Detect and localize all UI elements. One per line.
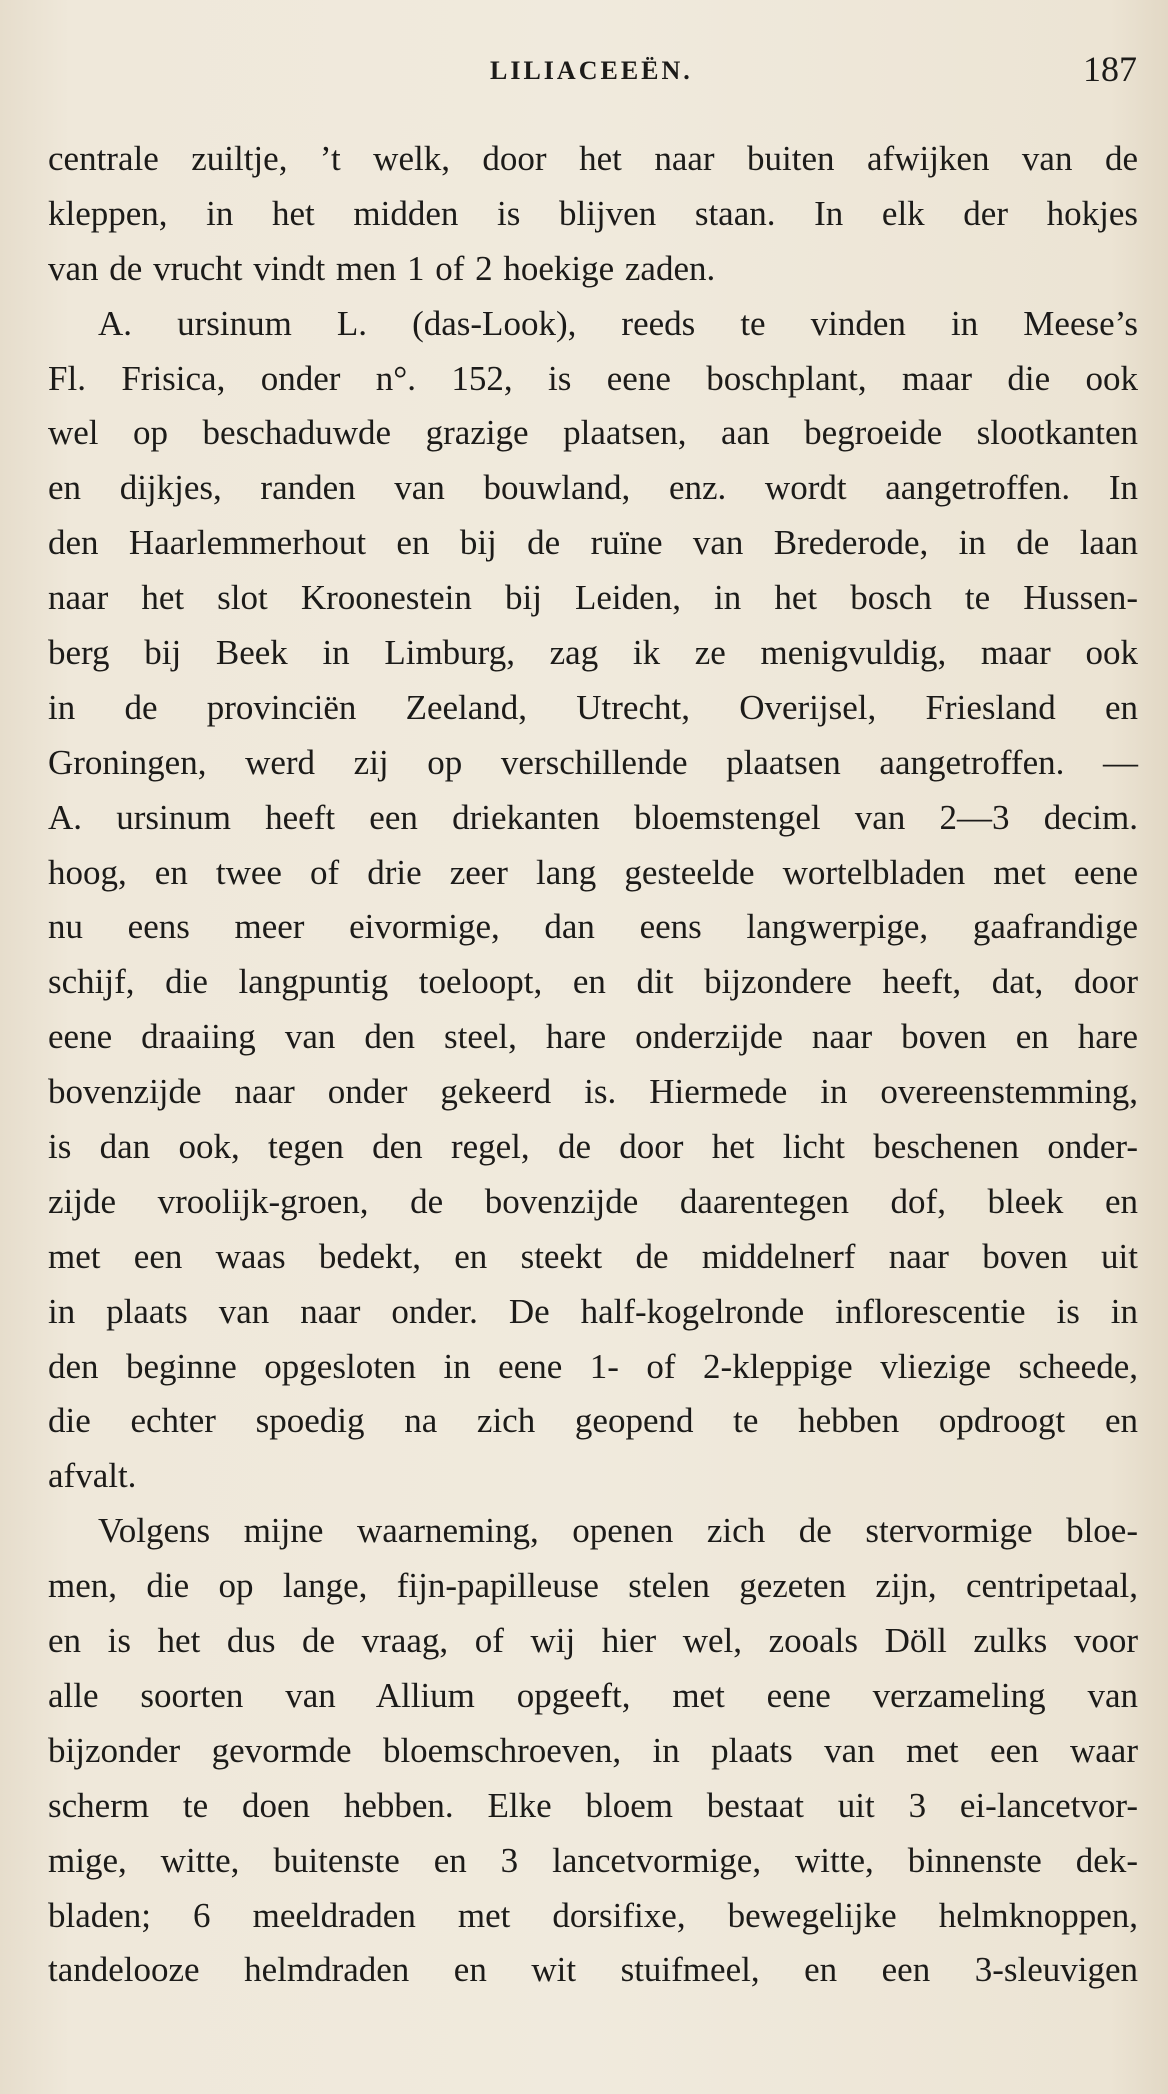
text-line: berg bij Beek in Limburg, zag ik ze menigvuldig, maar ook: [48, 633, 1138, 673]
running-title: LILIACEEËN.: [490, 56, 693, 85]
text-line: met een waas bedekt, en steekt de middelnerf naar boven uit: [48, 1236, 1138, 1276]
text-line: die echter spoedig na zich geopend te hebben opdroogt en: [48, 1401, 1138, 1441]
text-line: in de provinciën Zeeland, Utrecht, Overijsel, Friesland en: [48, 687, 1138, 727]
text-line: is dan ook, tegen den regel, de door het licht beschenen onder-: [48, 1127, 1138, 1167]
text-line: tandelooze helmdraden en wit stuifmeel, en een 3-sleuvigen: [48, 1950, 1138, 1990]
text-line: nu eens meer eivormige, dan eens langwerpige, gaafrandige: [48, 907, 1138, 947]
text-line: en is het dus de vraag, of wij hier wel, zooals Döll zulks voor: [48, 1621, 1138, 1661]
text-line: centrale zuiltje, ’t welk, door het naar buiten afwijken van de: [48, 139, 1138, 178]
text-line: van de vrucht vindt men 1 of 2 hoekige zaden.: [48, 248, 716, 288]
text-line: hoog, en twee of drie zeer lang gesteelde wortelbladen met eene: [48, 852, 1138, 892]
body-text: [48, 132, 1138, 1998]
text-line: zijde vroolijk-groen, de bovenzijde daarentegen dof, bleek en: [48, 1181, 1138, 1221]
text-line: Volgens mijne waarneming, openen zich de stervormige bloe-: [98, 1511, 1138, 1551]
text-line: men, die op lange, fijn-papilleuse stelen gezeten zijn, centripetaal,: [48, 1566, 1138, 1606]
text-line: naar het slot Kroonestein bij Leiden, in het bosch te Hussen-: [48, 578, 1138, 618]
text-line: Fl. Frisica, onder n°. 152, is eene boschplant, maar die ook: [48, 358, 1138, 398]
text-line: bladen; 6 meeldraden met dorsifixe, bewegelijke helmknoppen,: [48, 1895, 1138, 1935]
text-line: schijf, die langpuntig toeloopt, en dit bijzondere heeft, dat, door: [48, 962, 1138, 1002]
page-header: [0, 44, 1168, 94]
text-line: mige, witte, buitenste en 3 lancetvormige, witte, binnenste dek-: [48, 1840, 1138, 1880]
text-line: scherm te doen hebben. Elke bloem bestaat uit 3 ei-lancetvor-: [48, 1785, 1138, 1825]
text-line: wel op beschaduwde grazige plaatsen, aan begroeide slootkanten: [48, 413, 1138, 453]
text-line: bovenzijde naar onder gekeerd is. Hiermede in overeenstemming,: [48, 1072, 1138, 1112]
text-line: den beginne opgesloten in eene 1- of 2-kleppige vliezige scheede,: [48, 1346, 1138, 1386]
text-line: den Haarlemmerhout en bij de ruïne van Brederode, in de laan: [48, 523, 1138, 563]
text-line: A. ursinum heeft een driekanten bloemstengel van 2—3 decim.: [48, 797, 1138, 837]
text-line: A. ursinum L. (das-Look), reeds te vinden in Meese’s: [98, 303, 1138, 343]
text-line: en dijkjes, randen van bouwland, enz. wordt aangetroffen. In: [48, 468, 1138, 508]
text-line: kleppen, in het midden is blijven staan. In elk der hokjes: [48, 193, 1138, 233]
text-line: afvalt.: [48, 1456, 137, 1496]
text-line: eene draaiing van den steel, hare onderzijde naar boven en hare: [48, 1017, 1138, 1057]
text-line: bijzonder gevormde bloemschroeven, in plaats van met een waar: [48, 1730, 1138, 1770]
text-line: Groningen, werd zij op verschillende plaatsen aangetroffen. —: [48, 742, 1138, 782]
text-line: alle soorten van Allium opgeeft, met eene verzameling van: [48, 1675, 1138, 1715]
page-number: 187: [1083, 49, 1137, 89]
text-line: in plaats van naar onder. De half-kogelronde inflorescentie is in: [48, 1291, 1138, 1331]
